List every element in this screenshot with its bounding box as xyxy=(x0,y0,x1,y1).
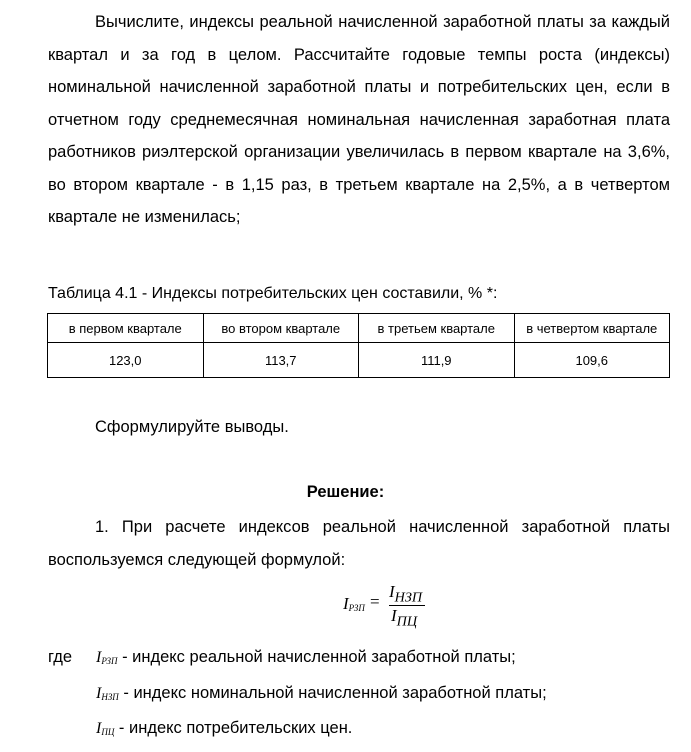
definition-item: $I_{НЗП}$ - индекс номинальной начисленной заработной платы; xyxy=(96,684,547,702)
real-wage-formula xyxy=(343,582,443,630)
formula-equals: = xyxy=(370,592,380,611)
formula-numerator: $I_{НЗП}$ xyxy=(389,582,423,606)
formula-denominator: $I_{ПЦ}$ xyxy=(391,606,418,630)
solution-title: Решение: xyxy=(306,483,385,501)
definition-item: $I_{РЗП}$ - индекс реальной начисленной заработной платы; xyxy=(96,648,516,666)
problem-text: Вычислите, индексы реальной начисленной заработной платы за каждый квартал и за год в целом. Рассчитайте годовые темпы роста (индексы) номинальной начисленной заработной платы и потребительских цен, если в отчетном году среднемесячная номинальная начисленная заработная плата работников риэлтерской организации увеличилась в первом квартале на 3,6%, во втором квартале - в 1,15 раз, в третьем квартале на 2,5%, а в четвертом квартале не изменилась; xyxy=(48,13,670,226)
table-cell: 123,0 xyxy=(48,343,204,378)
definition-item: $I_{ПЦ}$ - индекс потребительских цен. xyxy=(96,719,353,737)
conclusion-prompt: Сформулируйте выводы. xyxy=(95,418,289,436)
table-header-cell: в третьем квартале xyxy=(359,314,515,343)
table-header-row xyxy=(48,314,670,343)
table-header-cell: в первом квартале xyxy=(48,314,204,343)
table-cell: 111,9 xyxy=(359,343,515,378)
table-header-cell: в четвертом квартале xyxy=(514,314,670,343)
table-caption: Таблица 4.1 - Индексы потребительских цен составили, % *: xyxy=(48,285,498,302)
table-cell: 109,6 xyxy=(514,343,670,378)
where-label: где xyxy=(48,648,73,666)
formula-lhs: $I_{РЗП}$ xyxy=(343,594,365,613)
cpi-table xyxy=(47,313,670,378)
table-row xyxy=(48,343,670,378)
solution-step-1: 1. При расчете индексов реальной начисленной заработной платы воспользуемся следующей формулой: xyxy=(48,518,670,569)
problem-statement xyxy=(48,6,670,234)
table-cell: 113,7 xyxy=(203,343,359,378)
table-header-cell: во втором квартале xyxy=(203,314,359,343)
